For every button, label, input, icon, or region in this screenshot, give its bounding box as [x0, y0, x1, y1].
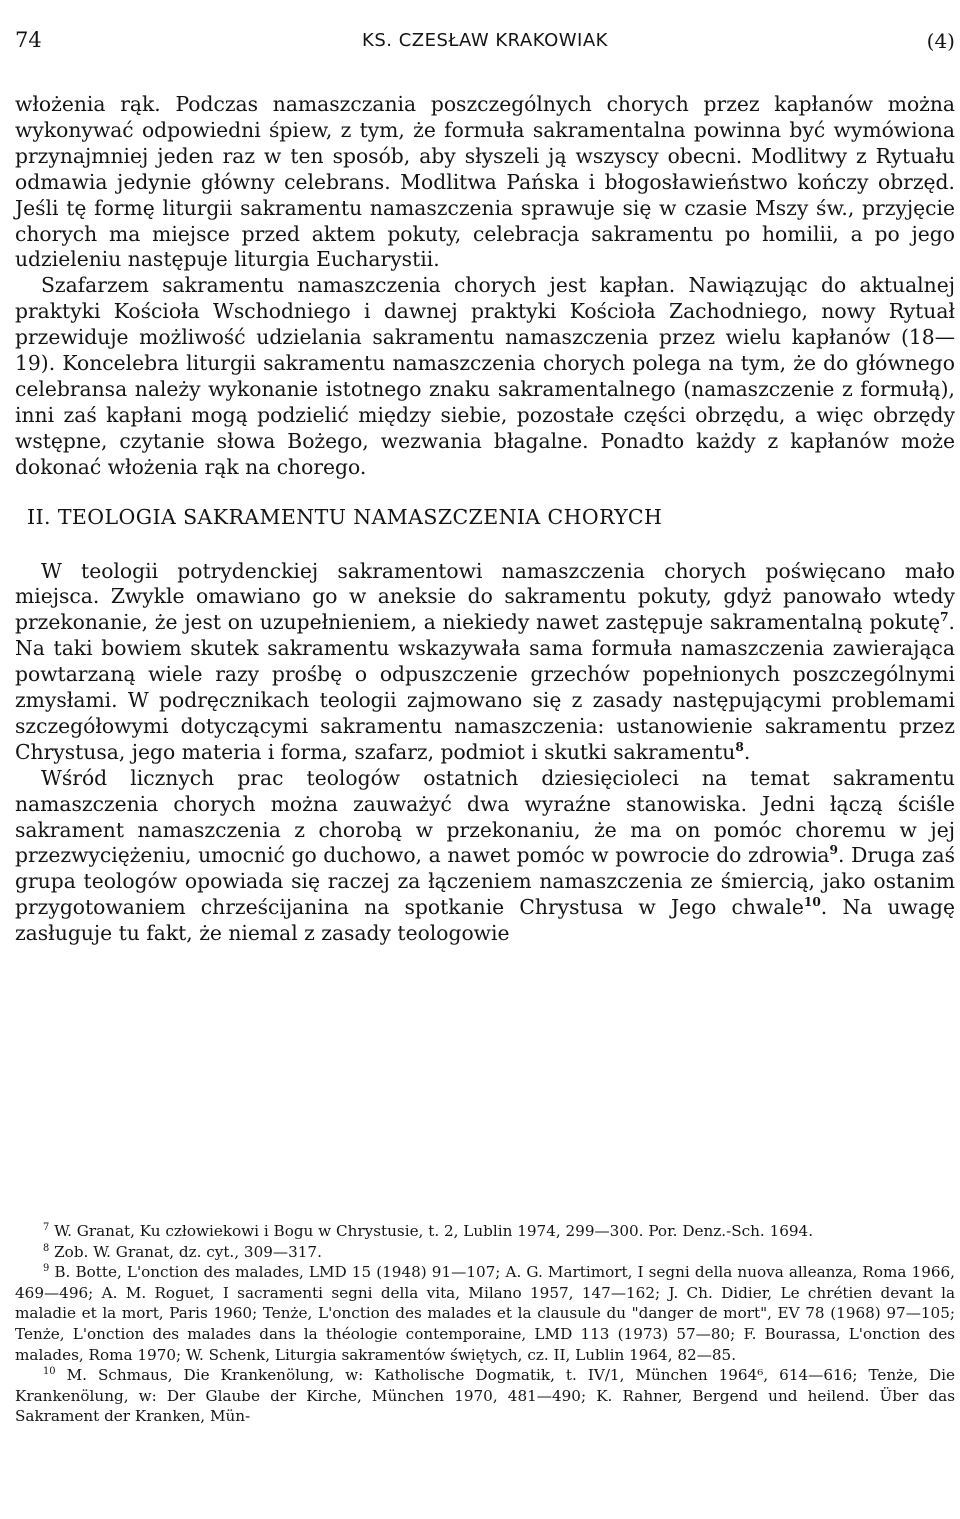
footnotes: [15, 1221, 955, 1427]
section-number: (4): [926, 29, 955, 53]
footnote-text: W. Granat, Ku człowiekowi i Bogu w Chrystusie, t. 2, Lublin 1974, 299—300. Por. Denz.-Sch. 1694.: [54, 1222, 814, 1240]
footnote-text: Zob. W. Granat, dz. cyt., 309—317.: [54, 1242, 322, 1261]
page: [15, 18, 955, 947]
paragraph: włożenia rąk. Podczas namaszczania poszczególnych chorych przez kapłanów można wykonywać odpowiedni śpiew, z tym, że formuła sakramentalna powinna być wymówiona przynajmniej jeden raz w ten sposób, aby słyszeli ją wszyscy obecni. Modlitwy z Rytuału odmawia jedynie główny celebrans. Modlitwa Pańska i błogosławieństwo kończy obrzęd. Jeśli tę formę liturgii sakramentu namaszczenia sprawuje się w czasie Mszy św., przyjęcie chorych ma miejsce przed aktem pokuty, celebracja sakramentu po homilii, a po jego udzieleniu następuje liturgia Eucharystii.: [15, 92, 955, 272]
footnote: [15, 1365, 955, 1427]
footnote-ref: 8: [735, 740, 744, 755]
footnote-text: B. Botte, L'onction des malades, LMD 15 (1948) 91—107; A. G. Martimort, I segni della nuova alleanza, Roma 1966, 469—496; A. M. Roguet, I sacramenti segni della vita, Milano 1957, 147—162; J. Ch. Didier, Le chrétien devant la maladie et la mort, Paris 1960; Tenże, L'onction des malades et la clausule du "danger de mort", EV 78 (1968) 97—105; Tenże, L'onction des malades dans la théologie contemporaine, LMD 113 (1973) 57—80; F. Bourassa, L'onction des malades, Roma 1970; W. Schenk, Liturgia sakramentów świętych, cz. II, Lublin 1964, 82—85.: [15, 1263, 956, 1364]
paragraph-text: Wśród licznych prac teologów ostatnich dziesięcioleci na temat sakramentu namaszczenia chorych można zauważyć dwa wyraźne stanowiska. Jedni łączą ściśle sakrament namaszczenia z chorobą w przekonaniu, że ma on pomóc choremu w jej przezwyciężeniu, umocnić go duchowo, a nawet pomóc w powrocie do zdrowia: [15, 765, 955, 868]
body-text: [15, 92, 955, 947]
footnote: [15, 1221, 955, 1242]
paragraph-text: . Druga zaś grupa teologów opowiada się raczej za łączeniem namaszczenia ze śmiercią, jako ostanim przygotowaniem chrześcijanina na spotkanie Chrystusa w Jego chwale: [15, 843, 955, 920]
footnote-number: 9: [43, 1263, 50, 1275]
footnote-ref: 9: [829, 843, 838, 858]
page-number: 74: [15, 28, 42, 52]
paragraph: [15, 559, 955, 766]
footnote-number: 8: [43, 1242, 50, 1254]
paragraph-text: W teologii potrydenckiej sakramentowi namaszczenia chorych poświęcano mało miejsca. Zwykle omawiano go w aneksie do sakramentu pokuty, gdyż panowało wtedy przekonanie, że jest on uzupełnieniem, a niekiedy nawet zastępuje sakramentalną pokutę: [15, 558, 955, 635]
footnote: [15, 1242, 955, 1263]
paragraph: [15, 766, 955, 947]
running-title: KS. CZESŁAW KRAKOWIAK: [362, 30, 608, 51]
paragraph: Szafarzem sakramentu namaszczenia chorych jest kapłan. Nawiązując do aktualnej praktyki Kościoła Wschodniego i dawnej praktyki Kościoła Zachodniego, nowy Rytuał przewiduje możliwość udzielania sakramentu namaszczenia przez wielu kapłanów (18—19). Koncelebra liturgii sakramentu namaszczenia chorych polega na tym, że do głównego celebransa należy wykonanie istotnego znaku sakramentalnego (namaszczenie z formułą), inni zaś kapłani mogą podzielić między siebie, pozostałe części obrzędu, a więc obrzędy wstępne, czytanie słowa Bożego, wezwania błagalne. Ponadto każdy z kapłanów może dokonać włożenia rąk na chorego.: [15, 273, 955, 479]
footnote: [15, 1262, 955, 1365]
paragraph-text: . Na uwagę zasługuje tu fakt, że niemal z zasady teologowie: [15, 895, 955, 946]
paragraph-text: . Na taki bowiem skutek sakramentu wskazywała sama formuła namaszczenia zawierająca powtarzaną wiele razy prośbę o odpuszczenie grzechów popełnionych poszczególnymi zmysłami. W podręcznikach teologii zajmowano się z zasady następującymi problemami szczegółowymi dotyczącymi sakramentu namaszczenia: ustanowienie sakramentu przez Chrystusa, jego materia i forma, szafarz, podmiot i skutki sakramentu: [15, 610, 955, 764]
footnote-text: M. Schmaus, Die Krankenölung, w: Katholische Dogmatik, t. IV/1, München 1964⁶, 614—616; Tenże, Die Krankenölung, w: Der Glaube der Kirche, München 1970, 481—490; K. Rahner, Bergend und heilend. Über das Sakrament der Kranken, Mün-: [15, 1366, 956, 1426]
footnote-ref: 10: [803, 895, 821, 910]
footnote-ref: 7: [940, 610, 949, 625]
footnote-number: 10: [43, 1366, 56, 1378]
footnote-number: 7: [43, 1221, 50, 1233]
running-header: [15, 18, 955, 52]
paragraph-text: .: [743, 739, 751, 764]
section-heading: II. TEOLOGIA SAKRAMENTU NAMASZCZENIA CHORYCH: [27, 504, 663, 529]
